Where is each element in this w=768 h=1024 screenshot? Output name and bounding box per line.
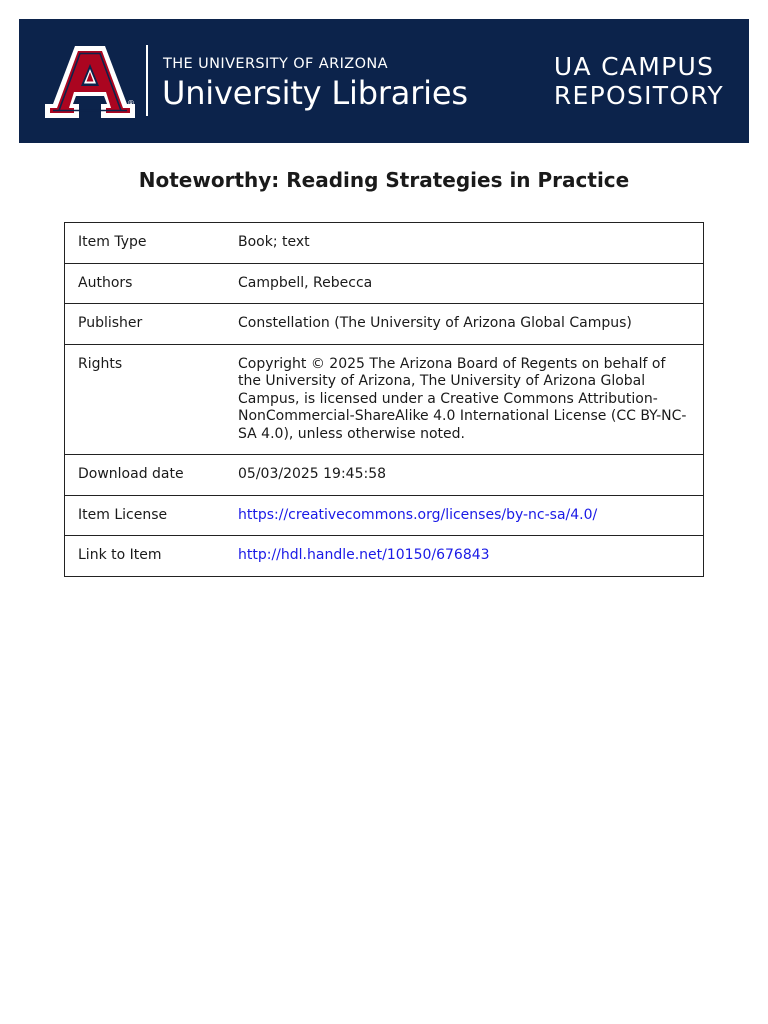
table-row [65, 455, 704, 496]
metadata-value-download-date: 05/03/2025 19:45:58 [238, 455, 704, 496]
university-of-arizona-logo-icon [45, 44, 135, 118]
metadata-value-item-type: Book; text [238, 223, 704, 264]
repository-line-1: UA CAMPUS [553, 52, 715, 81]
table-row [65, 304, 704, 345]
university-name-small: THE UNIVERSITY OF ARIZONA [163, 56, 388, 72]
header-banner [19, 19, 749, 143]
registered-mark: ® [127, 99, 135, 108]
table-row [65, 263, 704, 304]
table-row [65, 536, 704, 577]
document-title: Noteworthy: Reading Strategies in Practice [138, 168, 630, 192]
metadata-table [64, 222, 704, 577]
repository-line-2: REPOSITORY [553, 81, 724, 110]
table-row [65, 495, 704, 536]
metadata-label-item-license: Item License [65, 495, 239, 536]
table-row [65, 344, 704, 455]
repository-name [554, 52, 724, 110]
metadata-value-authors: Campbell, Rebecca [238, 263, 704, 304]
metadata-label-publisher: Publisher [65, 304, 239, 345]
item-handle-link[interactable]: http://hdl.handle.net/10150/676843 [238, 536, 704, 577]
metadata-value-publisher: Constellation (The University of Arizona Global Campus) [238, 304, 704, 345]
metadata-label-item-type: Item Type [65, 223, 239, 264]
table-row [65, 223, 704, 264]
metadata-label-authors: Authors [65, 263, 239, 304]
metadata-label-download-date: Download date [65, 455, 239, 496]
metadata-value-rights: Copyright © 2025 The Arizona Board of Regents on behalf of the University of Arizona, The University of Arizona Global Campus, is licensed under a Creative Commons Attribution-NonCommercial-ShareAlike 4.0 International License (CC BY-NC-SA 4.0), unless otherwise noted. [238, 344, 704, 455]
metadata-label-rights: Rights [65, 344, 239, 455]
header-divider [146, 45, 148, 116]
metadata-label-link-to-item: Link to Item [65, 536, 239, 577]
item-license-link[interactable]: https://creativecommons.org/licenses/by-nc-sa/4.0/ [238, 495, 704, 536]
university-libraries-title: University Libraries [162, 74, 468, 112]
